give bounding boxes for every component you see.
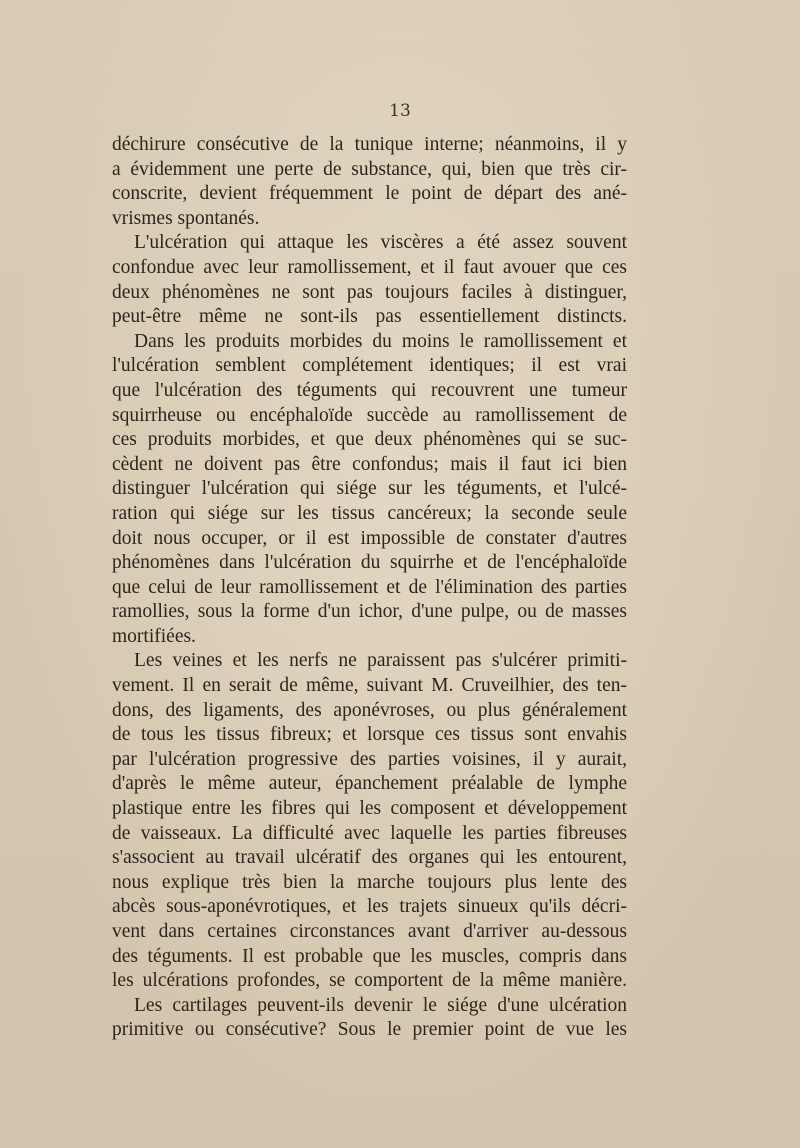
text-line: deux phénomènes ne sont pas toujours faciles à distinguer, [112,281,627,303]
text-line: dons, des ligaments, des aponévroses, ou plus généralement [112,699,627,721]
text-line: les ulcérations profondes, se comportent de la même manière. [112,970,627,992]
text-line: Les veines et les nerfs ne paraissent pas s'ulcérer primiti- [134,650,627,672]
text-line: de tous les tissus fibreux; et lorsque ces tissus sont envahis [112,724,627,746]
text-line: s'associent au travail ulcératif des organes qui les entourent, [112,847,627,869]
text-line: L'ulcération qui attaque les viscères a été assez souvent [134,232,627,254]
text-line: que celui de leur ramollissement et de l'élimination des parties [112,576,627,598]
text-line: conscrite, devient fréquemment le point de départ des ané- [112,183,627,205]
text-line: ces produits morbides, et que deux phénomènes qui se suc- [112,429,627,451]
text-line: vrismes spontanés. [112,207,260,229]
text-line: ration qui siége sur les tissus cancéreux; la seconde seule [112,502,627,524]
text-line: phénomènes dans l'ulcération du squirrhe et de l'encéphaloïde [112,552,627,574]
text-line: primitive ou consécutive? Sous le premier point de vue les [112,1019,627,1041]
text-line: a évidemment une perte de substance, qui, bien que très cir- [112,158,627,180]
text-line: vement. Il en serait de même, suivant M. Cruveilhier, des ten- [112,675,627,697]
text-line: Dans les produits morbides du moins le ramollissement et [134,330,627,352]
text-line: d'après le même auteur, épanchement préalable de lymphe [112,773,627,795]
text-line: confondue avec leur ramollissement, et il faut avouer que ces [112,256,627,278]
text-line: peut-être même ne sont-ils pas essentiellement distincts. [112,306,627,328]
text-line: des téguments. Il est probable que les muscles, compris dans [112,945,627,967]
page-number: 13 [389,101,411,121]
text-line: Les cartilages peuvent-ils devenir le siége d'une ulcération [134,994,627,1016]
text-line: squirrheuse ou encéphaloïde succède au ramollissement de [112,404,627,426]
text-line: mortifiées. [112,625,196,647]
text-line: abcès sous-aponévrotiques, et les trajets sinueux qu'ils décri- [112,896,627,918]
text-line: que l'ulcération des téguments qui recouvrent une tumeur [112,379,627,401]
text-line: distinguer l'ulcération qui siége sur les téguments, et l'ulcé- [112,478,627,500]
text-line: plastique entre les fibres qui les composent et développement [112,798,627,820]
text-line: de vaisseaux. La difficulté avec laquelle les parties fibreuses [112,822,627,844]
text-line: déchirure consécutive de la tunique interne; néanmoins, il y [112,134,627,155]
text-line: par l'ulcération progressive des parties voisines, il y aurait, [112,748,627,770]
text-line: cèdent ne doivent pas être confondus; mais il faut ici bien [112,453,627,475]
text-line: l'ulcération semblent complétement identiques; il est vrai [112,355,627,377]
text-line: nous explique très bien la marche toujours plus lente des [112,871,627,893]
body-text [112,133,627,1043]
text-line: ramollies, sous la forme d'un ichor, d'une pulpe, ou de masses [112,601,627,623]
text-line: vent dans certaines circonstances avant d'arriver au-dessous [112,921,627,942]
text-line: doit nous occuper, or il est impossible de constater d'autres [112,527,627,549]
